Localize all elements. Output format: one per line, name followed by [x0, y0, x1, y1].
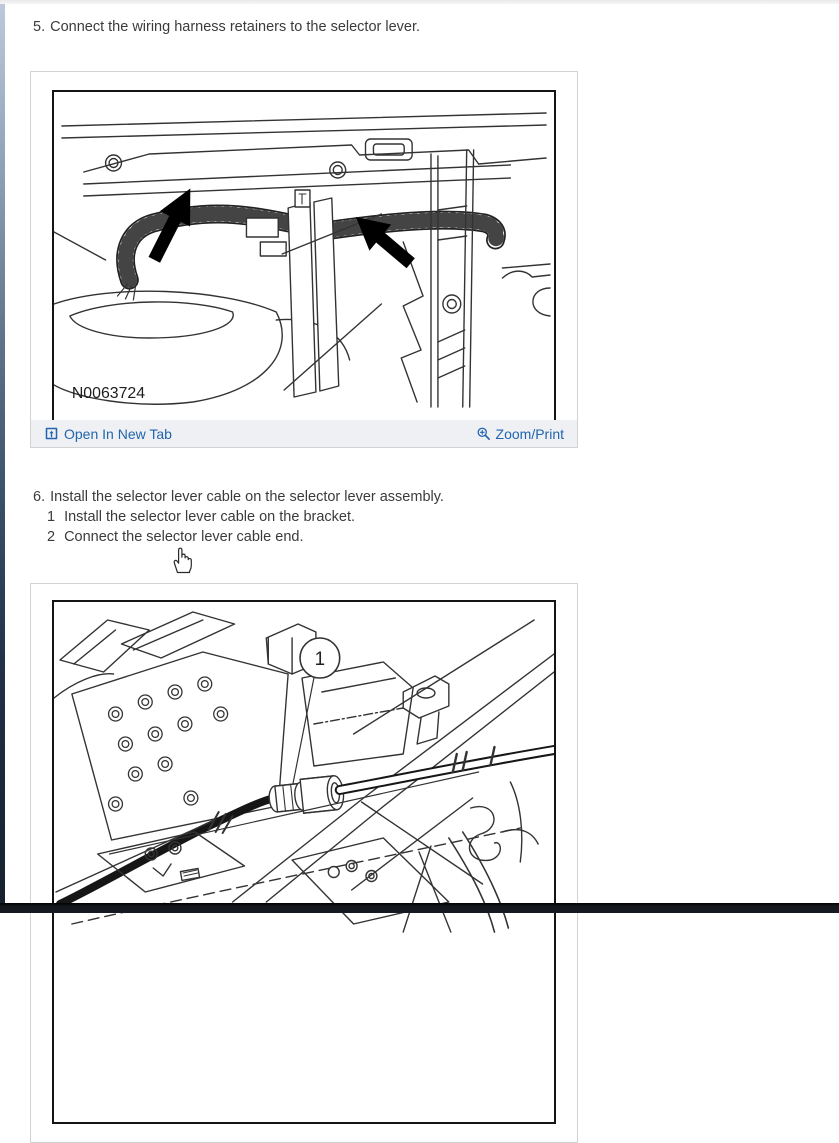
top-border: [0, 0, 839, 4]
step-5: [33, 17, 420, 37]
zoom-print-link[interactable]: [476, 426, 564, 442]
figure-1-card: [30, 71, 578, 448]
figure-2-card: [30, 583, 578, 1143]
open-in-new-tab-icon: [44, 426, 59, 441]
substep-2-text: Connect the selector lever cable end.: [64, 529, 304, 545]
step-6: [33, 487, 444, 507]
figure-1-footer: [31, 420, 577, 447]
step-5-number: 5.: [33, 19, 46, 35]
figure-2-image: [52, 600, 556, 1124]
open-in-new-tab-link[interactable]: [44, 426, 172, 442]
substep-2-number: 2: [47, 529, 56, 545]
step-6-text: Install the selector lever cable on the selector lever assembly.: [50, 489, 444, 505]
figure-1-image: [52, 90, 556, 422]
substep-1-number: 1: [47, 509, 56, 525]
substep-1-text: Install the selector lever cable on the bracket.: [64, 509, 356, 525]
figure-2-callout: 1: [314, 648, 326, 671]
hand-cursor-icon: [168, 544, 195, 580]
step-6-number: 6.: [33, 489, 46, 505]
step-6-substep-1: [47, 507, 355, 527]
bottom-taskbar-edge: [0, 903, 839, 913]
zoom-print-label: Zoom/Print: [495, 425, 564, 442]
figure-1-label: N0063724: [71, 384, 146, 403]
step-5-text: Connect the wiring harness retainers to the selector lever.: [50, 19, 421, 35]
zoom-in-icon: [476, 426, 491, 441]
desktop-edge-strip: [0, 0, 5, 913]
open-in-new-tab-label: Open In New Tab: [64, 425, 172, 442]
